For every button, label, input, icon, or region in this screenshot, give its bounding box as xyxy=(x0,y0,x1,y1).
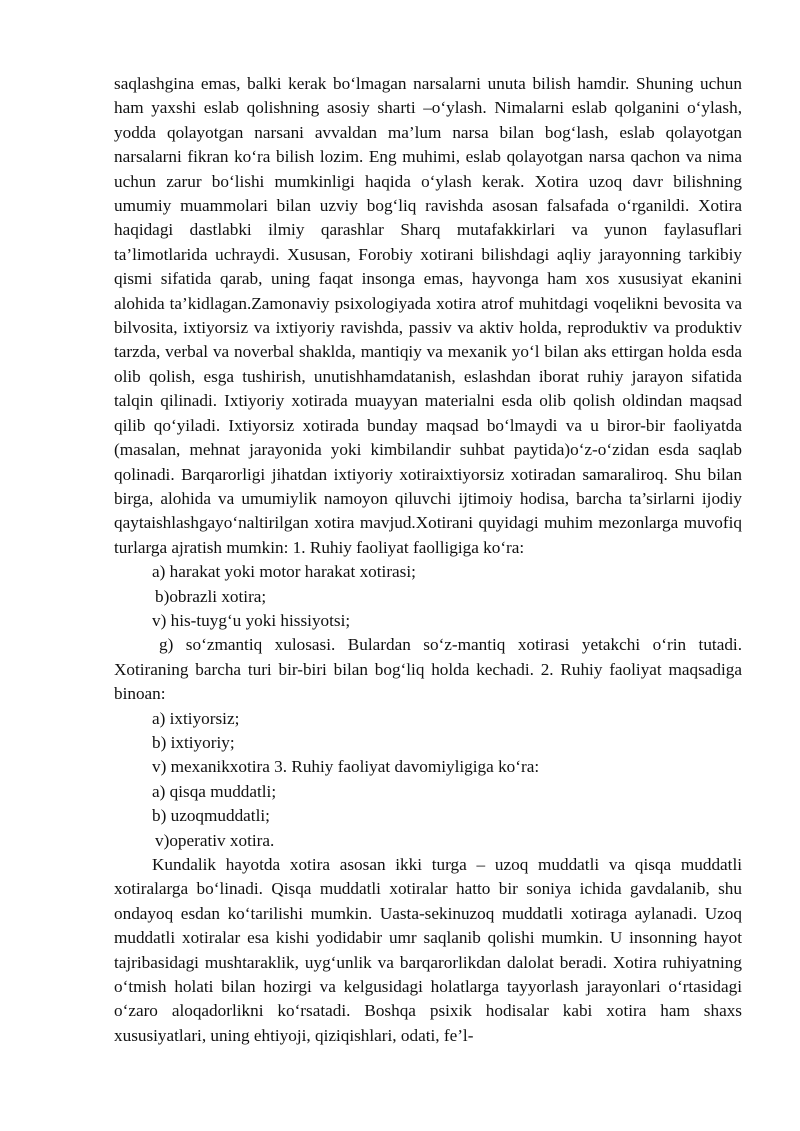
list-item-operative: v)operativ xotira. xyxy=(155,830,275,850)
paragraph-memory-types: Kundalik hayotda xotira asosan ikki turga – uzoq muddatli va qisqa muddatli xotiralarga bo‘linadi. Qisqa muddatli xotiralar hatto bir soniya ichida gavdalanib, shu ondayoq esdan ko‘tarilishi mumkin. Uasta-sekinuzoq muddatli xotiraga aylanadi. Uzoq muddatli xotiralar esa kishi yodidabir umr saqlanib qolishi mumkin. U insonning hayot tajribasidagi mushtaraklik, uyg‘unlik va barqarorlikdan dalolat beradi. Xotira ruhiyatning o‘tmish holati bilan hozirgi va kelgusidagi holatlarga tayyorlash jarayonlari o‘rtasidagi o‘zaro aloqadorlikni ko‘rsatadi. Boshqa psixik hodisalar kabi xotira ham shaxs xususiyatlari, uning ehtiyoji, qiziqishlari, odati, fe’l- xyxy=(114,855,742,1045)
list-item-emotional-memory: v) his-tuyg‘u yoki hissiyotsi; xyxy=(152,610,351,630)
list-item-mechanical: v) mexanikxotira 3. Ruhiy faoliyat davomiyligiga ko‘ra: xyxy=(152,757,540,777)
document-page xyxy=(114,72,742,1048)
list-item-image-memory: b)obrazli xotira; xyxy=(155,586,267,606)
list-item-motor-memory: a) harakat yoki motor harakat xotirasi; xyxy=(152,562,416,582)
list-item-involuntary: a) ixtiyorsiz; xyxy=(152,708,240,728)
paragraph-memory-intro: saqlashgina emas, balki kerak bo‘lmagan narsalarni unuta bilish hamdir. Shuning uchun ham yaxshi eslab qolishning asosiy sharti –o‘ylash. Nimalarni eslab qolganini o‘ylash, yodda qolayotgan narsani avvaldan ma’lum narsa bilan bog‘lash, eslab qolayotgan narsalarni fikran ko‘ra bilish lozim. Eng muhimi, eslab qolayotgan narsa qachon va nima uchun zarur bo‘lishi mumkinligi haqida o‘ylash kerak. Xotira uzoq davr bilishning umumiy muammolari bilan uzviy bog‘liq ravishda asosan falsafada o‘rganildi. Xotira haqidagi dastlabki ilmiy qarashlar Sharq mutafakkirlari va yunon faylasuflari ta’limotlarida uchraydi. Xususan, Forobiy xotirani bilishdagi aqliy jarayonning tarkibiy qismi sifatida qarab, uning faqat insonga emas, hayvonga ham xos xususiyat ekanini alohida ta’kidlagan.Zamonaviy psixologiyada xotira atrof muhitdagi voqelikni bevosita va bilvosita, ixtiyorsiz va ixtiyoriy ravishda, passiv va aktiv holda, reproduktiv va produktiv tarzda, verbal va noverbal shaklda, mantiqiy va mexanik yo‘l bilan aks ettirgan holda esda olib qolish, esga tushirish, unutishhamdatanish, eslashdan iborat ruhiy jarayon sifatida talqin qilinadi. Ixtiyoriy xotirada muayyan materialni esda olib qolish oldindan maqsad qilib qo‘yiladi. Ixtiyorsiz xotirada bunday maqsad bo‘lmaydi va u biror-bir faoliyatda (masalan, mehnat jarayonida yoki kimbilandir suhbat paytida)o‘z-o‘zidan esda saqlab qolinadi. Barqarorligi jihatdan ixtiyoriy xotiraixtiyorsiz xotiradan samaraliroq. Shu bilan birga, alohida va umumiylik namoyon qiluvchi ijtimoiy hodisa, barcha ta’sirlarni ijodiy qaytaishlashgayo‘naltirilgan xotira mavjud.Xotirani quyidagi muhim mezonlarga muvofiq turlarga ajratish mumkin: 1. Ruhiy faoliyat faolligiga ko‘ra: xyxy=(114,74,742,557)
list-item-voluntary: b) ixtiyoriy; xyxy=(152,732,235,752)
list-item-short-term: a) qisqa muddatli; xyxy=(152,781,277,801)
list-item-long-term: b) uzoqmuddatli; xyxy=(152,806,270,826)
paragraph-verbal-logic: g) so‘zmantiq xulosasi. Bulardan so‘z-mantiq xotirasi yetakchi o‘rin tutadi. Xotiraning barcha turi bir-biri bilan bog‘liq holda kechadi. 2. Ruhiy faoliyat maqsadiga binoan: xyxy=(114,635,742,704)
